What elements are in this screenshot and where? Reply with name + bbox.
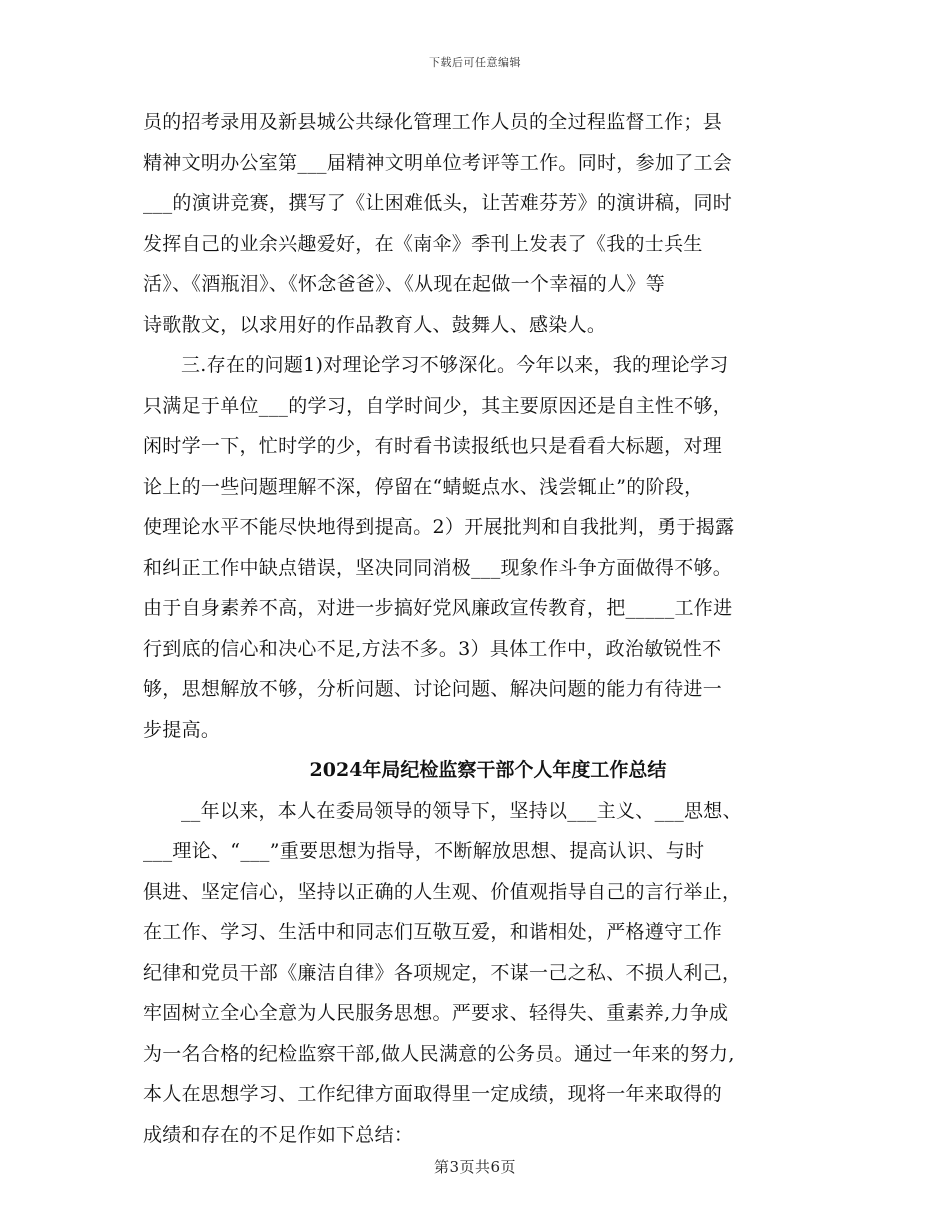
- summary-line: 本人在思想学习、工作纪律方面取得里一定成绩，现将一年来取得的: [143, 1083, 723, 1105]
- body-line: 论上的一些问题理解不深，停留在“蜻蜓点水、浅尝辄止”的阶段，: [143, 475, 704, 498]
- summary-line: ___理论、“___”重要思想为指导，不断解放思想、提高认识、与时: [143, 840, 705, 862]
- body-line: 和纠正工作中缺点错误，坚决同同消极___现象作斗争方面做得不够。: [143, 556, 733, 579]
- summary-line: 在工作、学习、生活中和同志们互敬互爱，和谐相处，严格遵守工作: [143, 921, 723, 943]
- body-line: 步提高。: [143, 718, 221, 741]
- body-line: 活》、《酒瓶泪》、《怀念爸爸》、《从现在起做一个幸福的人》等: [143, 273, 666, 295]
- body-line: ___的演讲竞赛，撰写了《让困难低头，让苦难芬芳》的演讲稿，同时: [143, 192, 733, 214]
- body-line: 员的招考录用及新县城公共绿化管理工作人员的全过程监督工作；县: [143, 111, 723, 133]
- body-line: 诗歌散文，以求用好的作品教育人、鼓舞人、感染人。: [143, 313, 607, 336]
- body-line: 精神文明办公室第___届精神文明单位考评等工作。同时，参加了工会: [143, 151, 733, 174]
- body-line: 使理论水平不能尽快地得到提高。2）开展批判和自我批判，勇于揭露: [143, 516, 735, 538]
- body-line: 行到底的信心和决心不足,方法不多。3）具体工作中，政治敏锐性不: [143, 637, 722, 660]
- summary-line: 俱进、坚定信心，坚持以正确的人生观、价值观指导自己的言行举止，: [143, 880, 742, 903]
- summary-line: 为一名合格的纪检监察干部,做人民满意的公务员。通过一年来的努力,: [143, 1042, 735, 1065]
- document-body: [143, 102, 823, 1155]
- header-note: 下载后可任意编辑: [429, 56, 521, 69]
- section-title: 2024年局纪检监察干部个人年度工作总结: [309, 759, 667, 781]
- body-line: 发挥自己的业余兴趣爱好，在《南伞》季刊上发表了《我的士兵生: [143, 232, 703, 255]
- body-line: 够，思想解放不够，分析问题、讨论问题、解决问题的能力有待进一: [143, 678, 723, 700]
- summary-line: 纪律和党员干部《廉洁自律》各项规定，不谋一己之私、不损人利己，: [143, 961, 742, 984]
- body-line: 三.存在的问题1)对理论学习不够深化。今年以来，我的理论学习: [181, 354, 729, 376]
- summary-line: 成绩和存在的不足作如下总结：: [143, 1123, 414, 1146]
- body-line: 由于自身素养不高，对进一步搞好党风廉政宣传教育，把_____工作进: [143, 597, 733, 619]
- body-line: 只满足于单位___的学习，自学时间少，其主要原因还是自主性不够，: [143, 394, 733, 417]
- summary-line: __年以来，本人在委局领导的领导下，坚持以___主义、___思想、: [181, 799, 742, 822]
- summary-line: 牢固树立全心全意为人民服务思想。严要求、轻得失、重素养,力争成: [143, 1002, 729, 1024]
- page-number: 第3页共6页: [433, 1158, 517, 1176]
- body-line: 闲时学一下，忙时学的少，有时看书读报纸也只是看看大标题，对理: [143, 435, 723, 457]
